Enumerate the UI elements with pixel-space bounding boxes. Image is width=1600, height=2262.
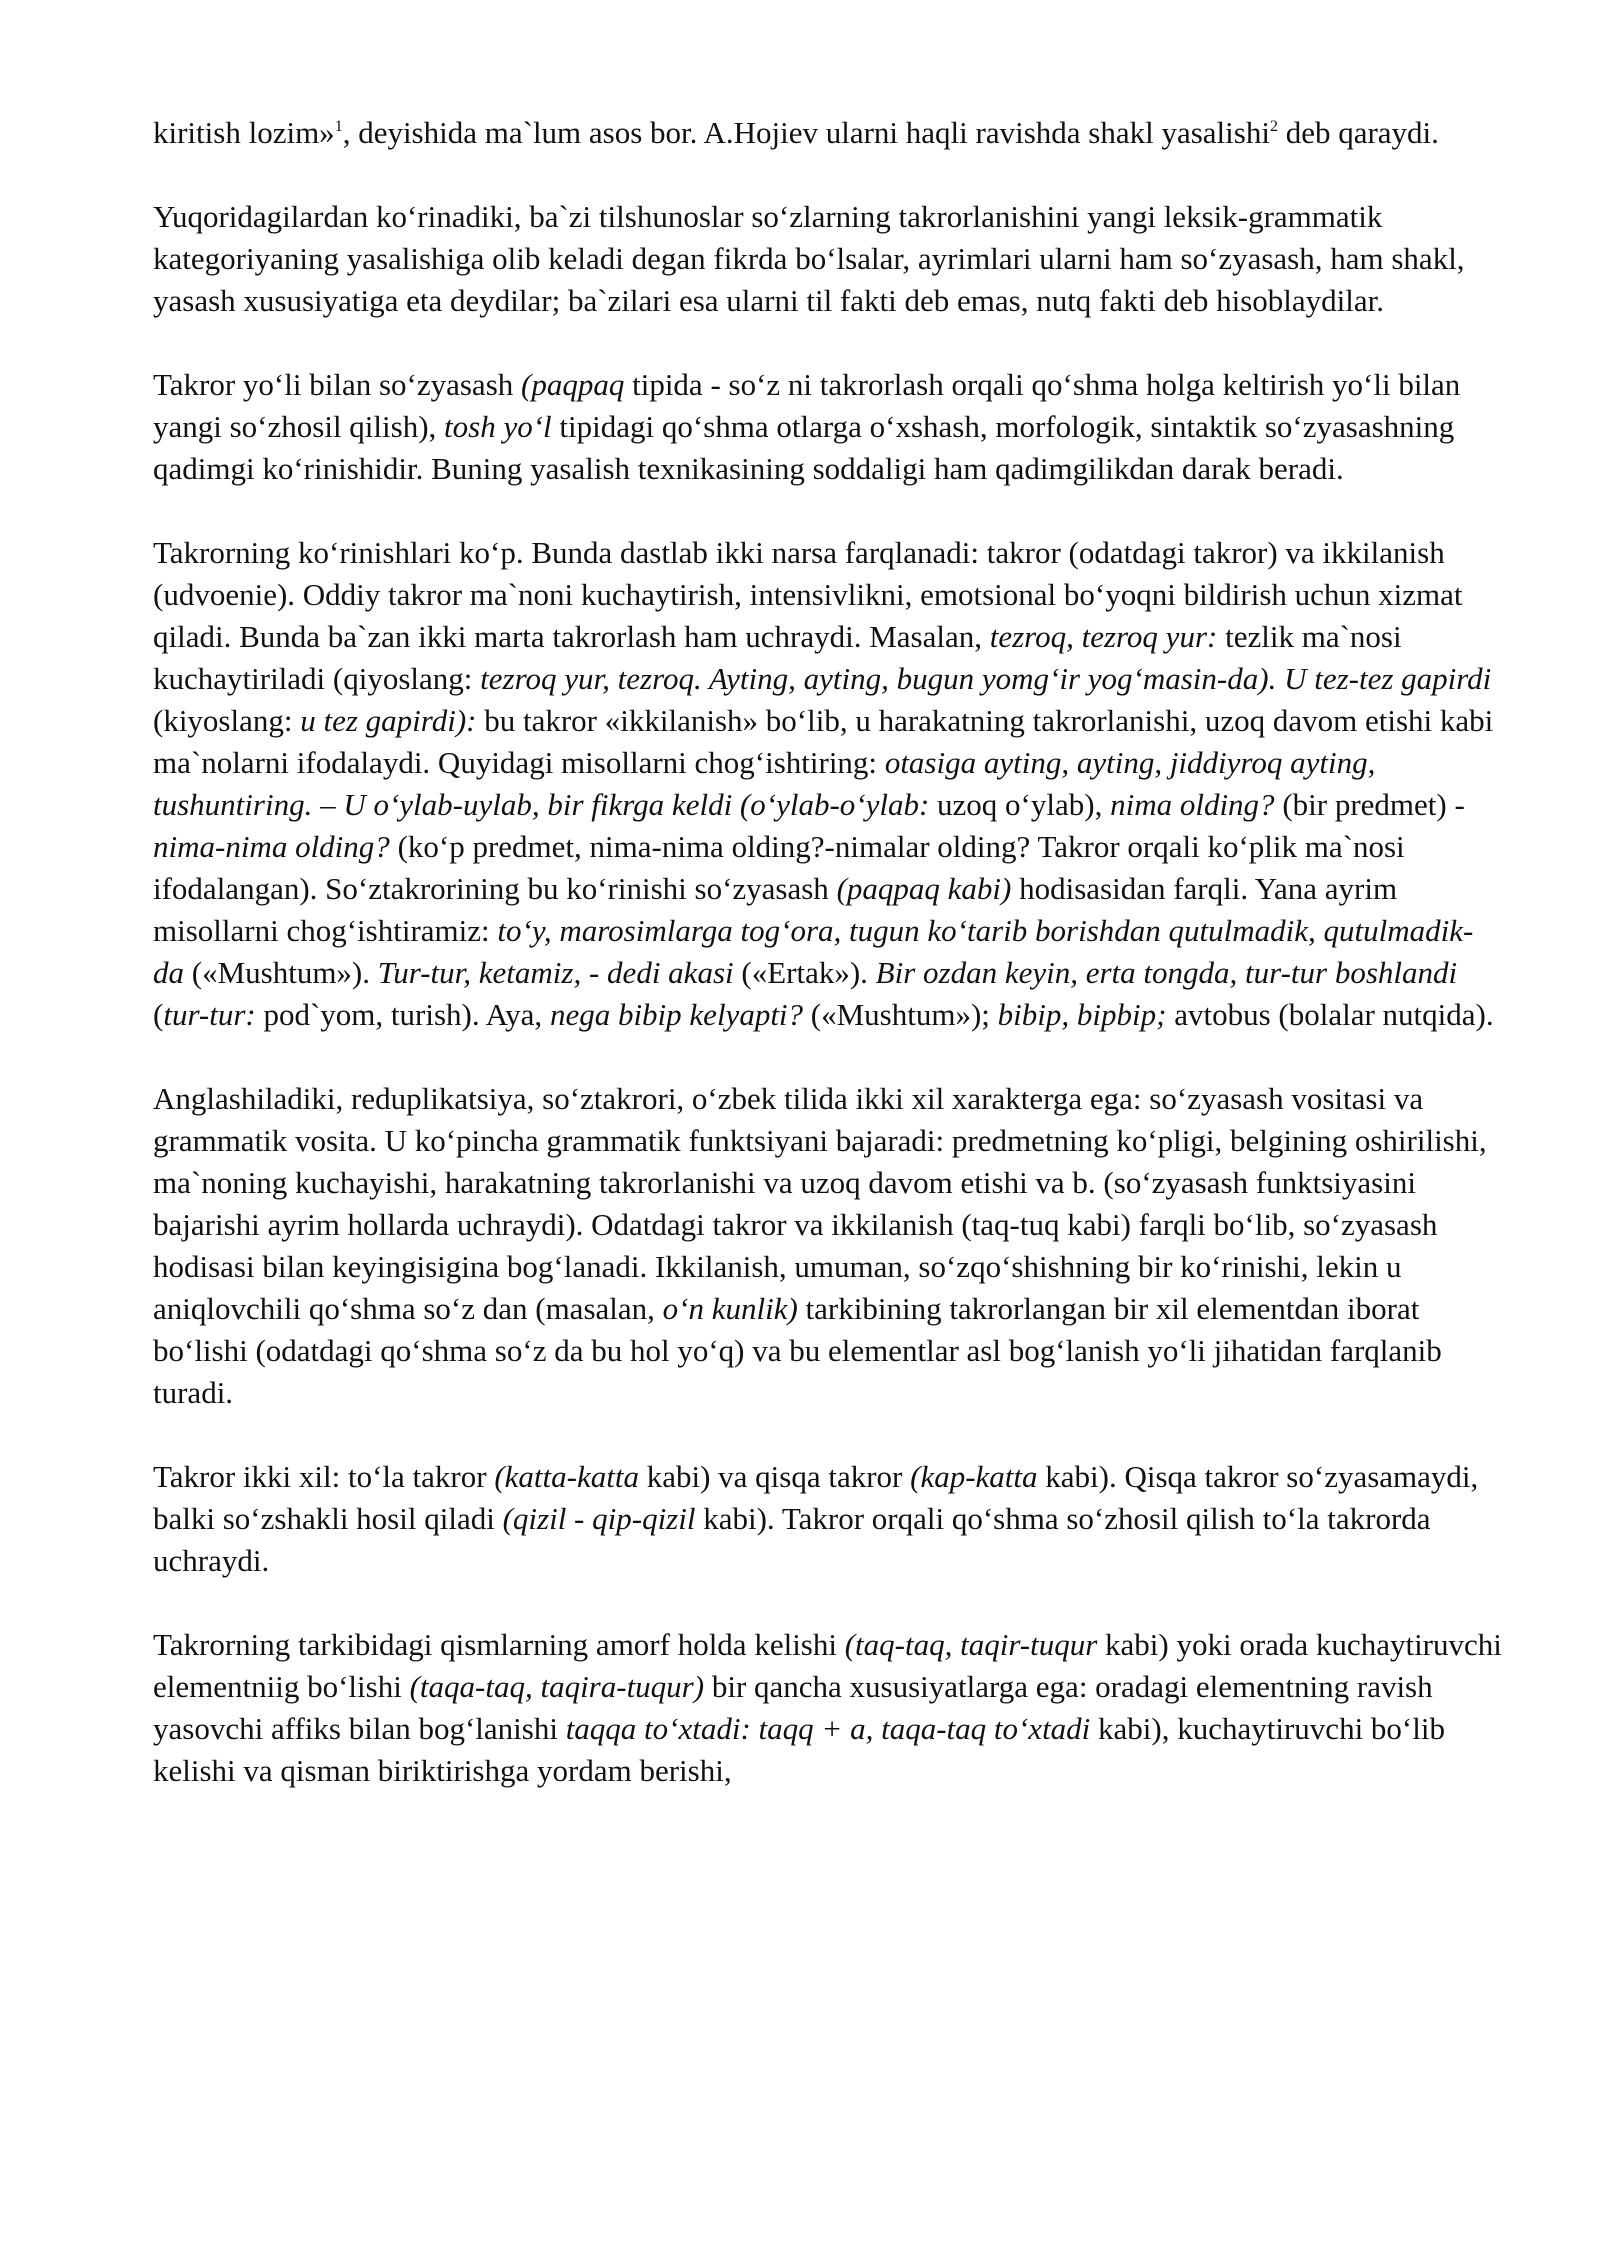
text-run: uzoq o‘ylab), (929, 787, 1111, 822)
footnote-marker: 1 (334, 118, 343, 135)
text-run: Yuqoridagilardan ko‘rinadiki, ba`zi tilshunoslar so‘zlarning takrorlanishini yangi leksik-grammatik kategoriyaning yasalishiga olib keladi degan fikrda bo‘lsalar, ayrimlari ularni ham so‘zyasash, ham shakl, yasash xususiyatiga eta deydilar; ba`zilari esa ularni til fakti deb emas, nutq fakti deb hisoblaydilar. (153, 199, 1473, 318)
italic-text-run: to‘y, marosimlarga tog‘ora, tugun ko‘tarib borishdan qutulmadik, qutulmadik-da (153, 913, 1474, 990)
text-run: bu takror «ikkilanish» bo‘lib, u harakatning takrorlanishi, uzoq davom etishi kabi ma`nolarni ifodalaydi. Quyidagi misollarni chog‘ishtiring: (153, 703, 1501, 780)
text-run: bir qancha xususiyatlarga ega: oradagi elementning ravish yasovchi affiks bilan bog‘lanishi (153, 1669, 1441, 1746)
paragraph (153, 1078, 1503, 1414)
paragraph (153, 1624, 1510, 1792)
italic-text-run: nima-nima olding? (153, 829, 390, 864)
italic-text-run: Tur-tur, ketamiz, - dedi akasi (377, 955, 734, 990)
italic-text-run: (taqa-taq, taqira-tuqur) (409, 1669, 705, 1704)
paragraph (153, 532, 1503, 1036)
italic-text-run: tezroq yur, tezroq. Ayting, ayting, bugun yomg‘ir yog‘masin-da). U tez-tez gapirdi (480, 661, 1492, 696)
italic-text-run: (paqpaq (521, 367, 625, 402)
paragraph (153, 1456, 1503, 1582)
text-run: hodisasidan farqli. Yana ayrim misollarni chog‘ishtiramiz: (153, 871, 1405, 948)
document-page (153, 112, 1510, 1792)
text-run: , deyishida ma`lum asos bor. A.Hojiev ularni haqli ravishda shakl yasalishi (342, 115, 1270, 150)
italic-text-run: (katta-katta (494, 1459, 639, 1494)
text-run: avtobus (bolalar nutqida). (1166, 997, 1494, 1032)
italic-text-run: u tez gapirdi): (300, 703, 477, 738)
paragraph (153, 196, 1503, 322)
italic-text-run: taqqa to‘xtadi: taqq + a, taqa-taq to‘xtadi (565, 1711, 1091, 1746)
italic-text-run: (qizil - qip-qizil (502, 1501, 696, 1536)
text-run: tipida - so‘z ni takrorlash orqali qo‘shma holga keltirish yo‘li bilan yangi so‘zhosil qilish), (153, 367, 1469, 444)
text-run: tipidagi qo‘shma otlarga o‘xshash, morfologik, sintaktik so‘zyasashning qadimgi ko‘rinishidir. Buning yasalish texnikasining soddaligi ham qadimgilikdan darak beradi. (153, 409, 1463, 486)
text-run: tarkibining takrorlangan bir xil elementdan iborat bo‘lishi (odatdagi qo‘shma so‘z da bu hol yo‘q) va bu elementlar asl bog‘lanish yo‘li jihatidan farqlanib turadi. (153, 1291, 1450, 1410)
text-run: («Ertak»). (733, 955, 876, 990)
text-run: tezlik ma`nosi kuchaytiriladi (qiyoslang: (153, 619, 1410, 696)
text-run: («Mushtum»); (803, 997, 998, 1032)
text-run: kabi), kuchaytiruvchi bo‘lib kelishi va qisman biriktirishga yordam berishi, (153, 1711, 1453, 1788)
text-run: deb qaraydi. (1277, 115, 1439, 150)
italic-text-run: tur-tur: (163, 997, 256, 1032)
text-run: ( (153, 955, 1465, 1032)
italic-text-run: o‘n kunlik) (662, 1291, 798, 1326)
italic-text-run: tosh yo‘l (444, 409, 552, 444)
italic-text-run: bibip, bipbip; (997, 997, 1167, 1032)
italic-text-run: (kap-katta (910, 1459, 1038, 1494)
text-run: kabi) yoki orada kuchaytiruvchi elementniig bo‘lishi (153, 1627, 1510, 1704)
italic-text-run: tezroq, tezroq yur: (989, 619, 1218, 654)
text-run: Takrorning ko‘rinishlari ko‘p. Bunda dastlab ikki narsa farqlanadi: takror (odatdagi takror) va ikkilanish (udvoenie). Oddiy takror ma`noni kuchaytirish, intensivlikni, emotsional bo‘yoqni bildirish uchun xizmat qiladi. Bunda ba`zan ikki marta takrorlash ham uchraydi. Masalan, (153, 535, 1471, 654)
italic-text-run: (taq-taq, taqir-tuqur (844, 1627, 1098, 1662)
text-run: kabi) va qisqa takror (638, 1459, 911, 1494)
paragraph (153, 112, 1503, 154)
text-run: (bir predmet) - (1274, 787, 1473, 822)
text-run: Takror yo‘li bilan so‘zyasash (153, 367, 522, 402)
footnote-marker: 2 (1269, 118, 1278, 135)
italic-text-run: nima olding? (1110, 787, 1275, 822)
text-run: Takror ikki xil: to‘la takror (153, 1459, 495, 1494)
text-run: kiritish lozim» (153, 115, 335, 150)
italic-text-run: nega bibip kelyapti? (549, 997, 804, 1032)
text-run: kabi). Qisqa takror so‘zyasamaydi, balki so‘zshakli hosil qiladi (153, 1459, 1487, 1536)
text-run: (kiyoslang: (153, 661, 1500, 738)
text-run: Takrorning tarkibidagi qismlarning amorf holda kelishi (153, 1627, 845, 1662)
text-run: Anglashiladiki, reduplikatsiya, so‘ztakrori, o‘zbek tilida ikki xil xarakterga ega: so‘zyasash vositasi va grammatik vosita. U ko‘pincha grammatik funktsiyani bajaradi: predmetning ko‘pligi, belgining oshirilishi, ma`noning kuchayishi, harakatning takrorlanishi va uzoq davom etishi va b. (so‘zyasash funktsiyasini bajarishi ayrim hollarda uchraydi). Odatdagi takror va ikkilanish (taq-tuq kabi) farqli bo‘lib, so‘zyasash hodisasi bilan keyingisigina bog‘lanadi. Ikkilanish, umuman, so‘zqo‘shishning bir ko‘rinishi, lekin u aniqlovchili qo‘shma so‘z dan (masalan, (153, 1081, 1495, 1326)
italic-text-run: (paqpaq kabi) (836, 871, 1012, 906)
italic-text-run: otasiga ayting, ayting, jiddiyroq ayting, tushuntiring. – U o‘ylab-uylab, bir fikrga keldi (o‘ylab-o‘ylab: (153, 745, 1384, 822)
paragraph (153, 364, 1503, 490)
text-run: (ko‘p predmet, nima-nima olding?-nimalar olding? Takror orqali ko‘plik ma`nosi ifodalangan). So‘ztakrorining bu ko‘rinishi so‘zyasash (153, 829, 1413, 906)
italic-text-run: Bir ozdan keyin, erta tongda, tur-tur boshlandi (875, 955, 1458, 990)
text-run: kabi). Takror orqali qo‘shma so‘zhosil qilish to‘la takrorda uchraydi. (153, 1501, 1439, 1578)
text-run: pod`yom, turish). Aya, (255, 997, 550, 1032)
text-run: («Mushtum»). (184, 955, 378, 990)
